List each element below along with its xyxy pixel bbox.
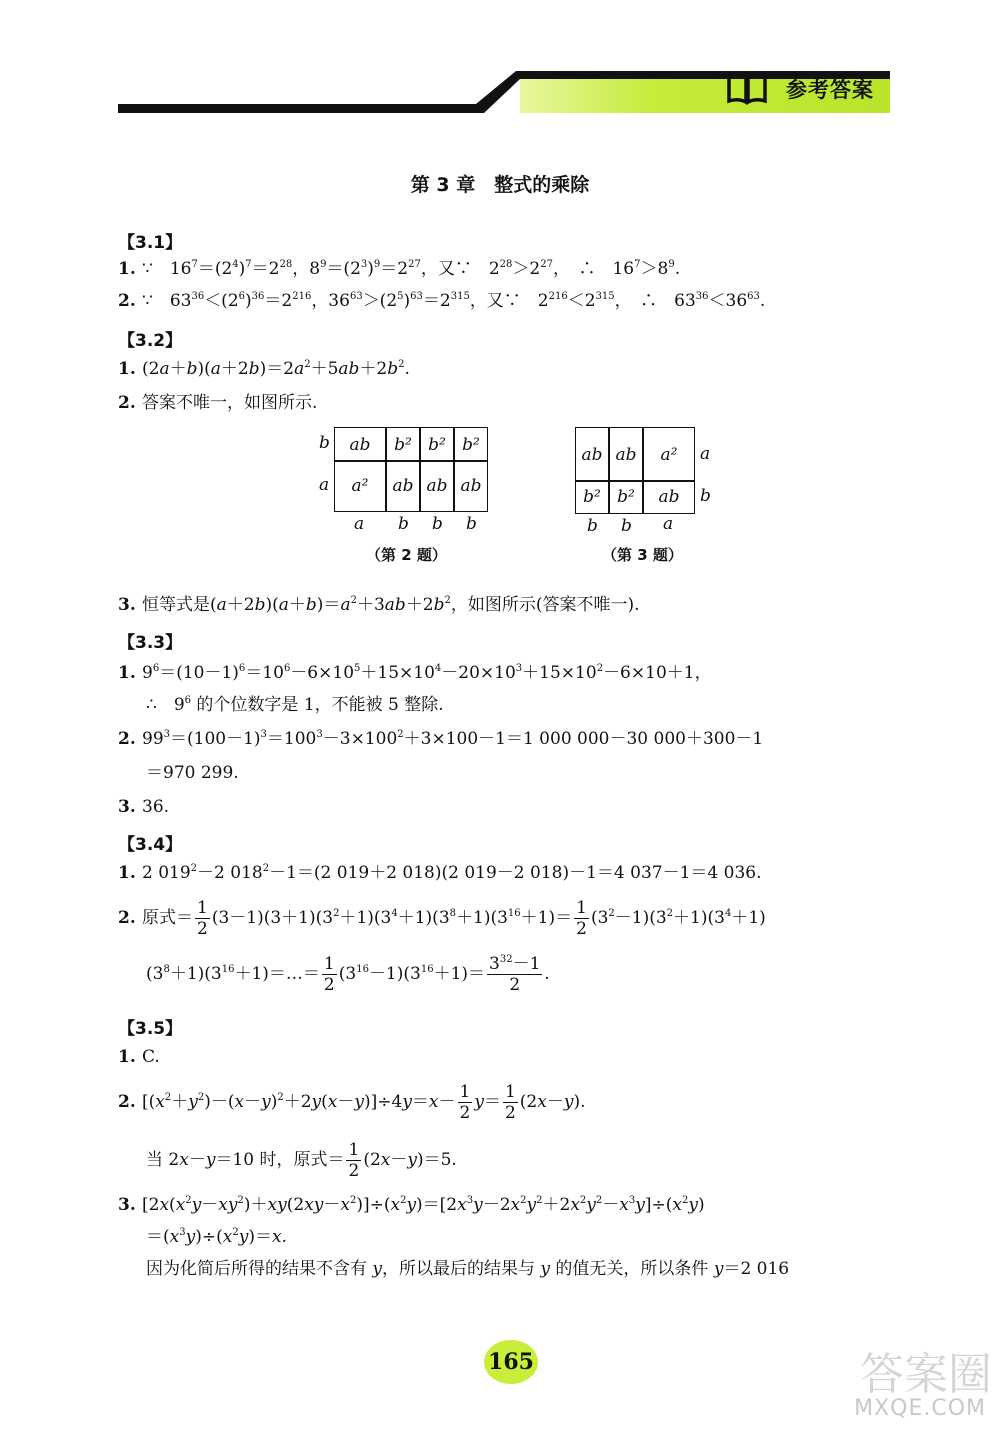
diagram2-side-label: b: [319, 433, 330, 453]
diagram2-cell: b²: [386, 427, 420, 462]
diagram3-cell: b²: [609, 480, 643, 514]
answer-3-2-3: 3. 恒等式是$(a+2b)(a+b)=a^2+3ab+2b^2$，如图所示(答案不唯一).: [118, 595, 640, 615]
diagram2-side-label: a: [319, 475, 330, 495]
header-rule: [118, 104, 483, 113]
section-3-2: 【3.2】: [118, 331, 183, 351]
watermark: MXQE.COM: [854, 1396, 986, 1421]
section-3-3: 【3.3】: [118, 633, 183, 653]
section-3-5: 【3.5】: [118, 1019, 183, 1039]
answer-3-5-3-explain: 因为化简后所得的结果不含有 y，所以最后的结果与 y 的值无关，所以条件 y＝2 016: [146, 1259, 790, 1279]
answer-3-5-2-cont: 当 2x－y＝10 时，原式＝ $\frac{1}{2}$ (2x－y)＝5.: [146, 1140, 457, 1181]
answer-3-4-1: 1. 2 $019^2-2$ $018^2-1=(2$ 019＋2 018)(2 019－2 018)－1＝4 037－1＝4 036.: [118, 863, 762, 883]
answer-3-3-3: 3. 36.: [118, 797, 170, 817]
page-number: 165: [484, 1340, 538, 1384]
diagram2-bottom-label: b: [432, 514, 443, 534]
diagram2-cell: ab: [420, 460, 454, 512]
diagram2-cell: ab: [454, 460, 488, 512]
diagram3-bottom-label: b: [621, 516, 632, 536]
book-icon: [726, 73, 768, 105]
diagram3-cell: ab: [575, 427, 609, 482]
diagram3-cell: ab: [643, 480, 695, 514]
diagram3-cell: ab: [609, 427, 643, 482]
answer-3-4-2-cont: $(3^8+1)(3^{16}+1)=\dots=$ $\frac{1}{2}$ $(3^{16}-1)(3^{16}+1)=$ $\frac{3^{32}-1}{2}$ .: [146, 954, 550, 995]
diagram3-caption: （第 3 题）: [602, 546, 683, 564]
answer-3-2-1: 1. $(2a+b)(a+2b)=2a^2+5ab+2b^2$.: [118, 359, 410, 379]
answer-3-3-1: 1. $9^6=(10-1)^6=10^6-6\times 10^5+15\times 10^4-20\times 10^3+15\times 10^2-6\times 10+1$，: [118, 663, 712, 683]
diagram2-bottom-label: b: [466, 514, 477, 534]
diagram3-side-label: a: [700, 444, 711, 464]
diagram3-bottom-label: a: [663, 514, 674, 534]
answer-3-5-2: 2. $[(x^2+y^2)-(x-y)^2+2y(x-y)]\div 4y=x-$ $\frac{1}{2}$ y＝ $\frac{1}{2}$ (2x－y).: [118, 1082, 586, 1123]
section-3-4: 【3.4】: [118, 835, 183, 855]
diagram2-cell: ab: [386, 460, 420, 512]
chapter-title: 第 3 章 整式的乘除: [410, 174, 590, 196]
diagram3-cell: b²: [575, 480, 609, 514]
diagram2-bottom-label: a: [354, 514, 365, 534]
diagram2-cell: ab: [334, 427, 386, 462]
answer-3-4-2: 2. 原式＝ $\frac{1}{2}$ $(3-1)(3+1)(3^2+1)(3^4+1)(3^8+1)(3^{16}+1)=$ $\frac{1}{2}$ $(3^2-1)(3^2+1)(3^4+1)$: [118, 898, 766, 939]
diagram3-bottom-label: b: [587, 516, 598, 536]
diagram3-side-label: b: [700, 486, 711, 506]
watermark-logo: 答案圈: [860, 1349, 992, 1400]
answer-3-3-2-cont: ＝970 299.: [146, 763, 239, 783]
answer-3-5-3: 3. $[2x(x^2y-xy^2)+xy(2xy-x^2)]\div(x^2y)=[2x^3y-2x^2y^2+2x^2y^2-x^3y]\div(x^2y)$: [118, 1195, 705, 1215]
header-slant: [476, 71, 524, 113]
diagram2-cell: a²: [334, 460, 386, 512]
diagram2-caption: （第 2 题）: [366, 546, 447, 564]
answer-3-1-2: 2. ∵ $63^{36}<(2^6)^{36}=2^{216}$，$36^{63}>(2^5)^{63}=2^{315}$，又∵ $2^{216}<2^{315}$， ∴ $63^{36}<36^{63}$.: [118, 291, 766, 311]
header-title: 参考答案: [786, 78, 874, 102]
diagram2-bottom-label: b: [398, 514, 409, 534]
answer-3-5-1: 1. C.: [118, 1047, 160, 1067]
section-3-1: 【3.1】: [118, 233, 183, 253]
diagram2-cell: b²: [454, 427, 488, 462]
answer-3-3-2: 2. $99^3=(100-1)^3=100^3-3\times 100^2+3\times 100-1=1$ 000 000－30 000＋300－1: [118, 729, 764, 749]
answer-3-3-1-cont: ∴ $9^6$ 的个位数字是 1，不能被 5 整除.: [146, 695, 444, 715]
diagram3-cell: a²: [643, 427, 695, 482]
answer-3-1-1: 1. ∵ $16^7=(2^4)^7=2^{28}$，$8^9=(2^3)^9=2^{27}$，又∵ $2^{28}>2^{27}$， ∴ $16^7>8^9$.: [118, 259, 681, 279]
answer-3-5-3-cont: $=(x^3y)\div(x^2y)=x$.: [146, 1227, 287, 1247]
answer-3-2-2: 2. 答案不唯一，如图所示.: [118, 393, 318, 413]
diagram2-cell: b²: [420, 427, 454, 462]
